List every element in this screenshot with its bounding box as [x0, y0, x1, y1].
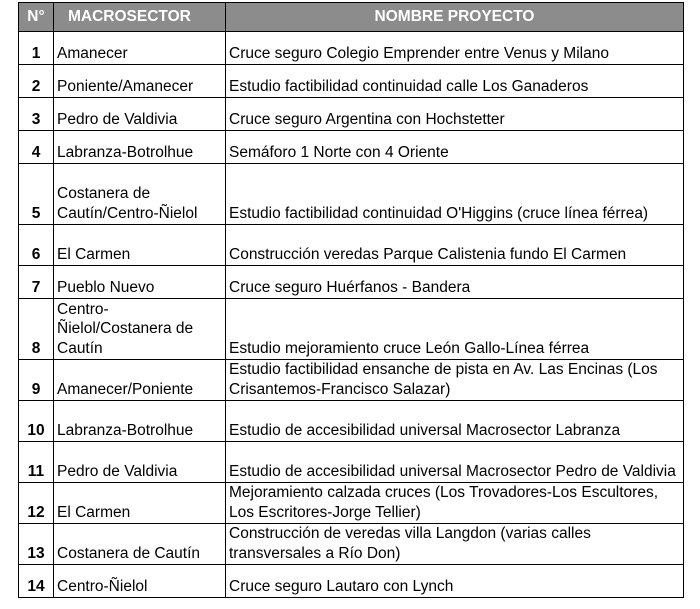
row-macrosector: Costanera de Cautín: [54, 524, 226, 565]
table-row: [19, 65, 684, 98]
header-num: N°: [19, 3, 54, 32]
row-macrosector: Centro-Ñielol/Costanera de Cautín: [54, 299, 226, 360]
row-number: 14: [19, 565, 54, 598]
row-project-name: Estudio factibilidad continuidad O'Higgins (cruce línea férrea): [226, 164, 684, 225]
row-project-name: Semáforo 1 Norte con 4 Oriente: [226, 131, 684, 164]
row-project-name: Cruce seguro Huérfanos - Bandera: [226, 266, 684, 299]
row-project-name: Construcción de veredas villa Langdon (varias calles transversales a Río Don): [226, 524, 684, 565]
table-row: [19, 401, 684, 442]
row-project-name: Estudio mejoramiento cruce León Gallo-Línea férrea: [226, 299, 684, 360]
table-row: [19, 524, 684, 565]
table-row: [19, 565, 684, 598]
table-row: [19, 442, 684, 483]
header-macrosector: MACROSECTOR: [54, 3, 226, 32]
row-project-name: Estudio de accesibilidad universal Macrosector Labranza: [226, 401, 684, 442]
header-project: NOMBRE PROYECTO: [226, 3, 684, 32]
row-number: 5: [19, 164, 54, 225]
row-macrosector: Amanecer: [54, 32, 226, 65]
row-macrosector: Amanecer/Poniente: [54, 360, 226, 401]
row-number: 7: [19, 266, 54, 299]
row-number: 9: [19, 360, 54, 401]
row-number: 1: [19, 32, 54, 65]
row-number: 4: [19, 131, 54, 164]
row-macrosector: Pedro de Valdivia: [54, 98, 226, 131]
row-project-name: Mejoramiento calzada cruces (Los Trovadores-Los Escultores, Los Escritores-Jorge Tellier): [226, 483, 684, 524]
row-project-name: Estudio factibilidad continuidad calle Los Ganaderos: [226, 65, 684, 98]
projects-table: [18, 2, 684, 598]
table-row: [19, 98, 684, 131]
table-body: [19, 32, 684, 598]
row-macrosector: Pedro de Valdivia: [54, 442, 226, 483]
row-project-name: Estudio de accesibilidad universal Macrosector Pedro de Valdivia: [226, 442, 684, 483]
row-macrosector: Costanera de Cautín/Centro-Ñielol: [54, 164, 226, 225]
row-project-name: Cruce seguro Colegio Emprender entre Venus y Milano: [226, 32, 684, 65]
row-project-name: Cruce seguro Argentina con Hochstetter: [226, 98, 684, 131]
row-project-name: Cruce seguro Lautaro con Lynch: [226, 565, 684, 598]
table-row: [19, 32, 684, 65]
row-macrosector: Poniente/Amanecer: [54, 65, 226, 98]
row-macrosector: El Carmen: [54, 225, 226, 266]
row-macrosector: Labranza-Botrolhue: [54, 131, 226, 164]
row-number: 8: [19, 299, 54, 360]
table-row: [19, 299, 684, 360]
row-number: 3: [19, 98, 54, 131]
row-number: 11: [19, 442, 54, 483]
table-row: [19, 266, 684, 299]
row-number: 12: [19, 483, 54, 524]
row-project-name: Construcción veredas Parque Calistenia fundo El Carmen: [226, 225, 684, 266]
table-row: [19, 164, 684, 225]
row-macrosector: Labranza-Botrolhue: [54, 401, 226, 442]
table-row: [19, 360, 684, 401]
row-number: 13: [19, 524, 54, 565]
table-header: [19, 3, 684, 32]
row-macrosector: Centro-Ñielol: [54, 565, 226, 598]
table-row: [19, 225, 684, 266]
table-row: [19, 131, 684, 164]
row-number: 6: [19, 225, 54, 266]
row-project-name: Estudio factibilidad ensanche de pista en Av. Las Encinas (Los Crisantemos-Francisco Salazar): [226, 360, 684, 401]
table-row: [19, 483, 684, 524]
row-macrosector: El Carmen: [54, 483, 226, 524]
row-number: 10: [19, 401, 54, 442]
row-macrosector: Pueblo Nuevo: [54, 266, 226, 299]
row-number: 2: [19, 65, 54, 98]
header-row: [19, 3, 684, 32]
